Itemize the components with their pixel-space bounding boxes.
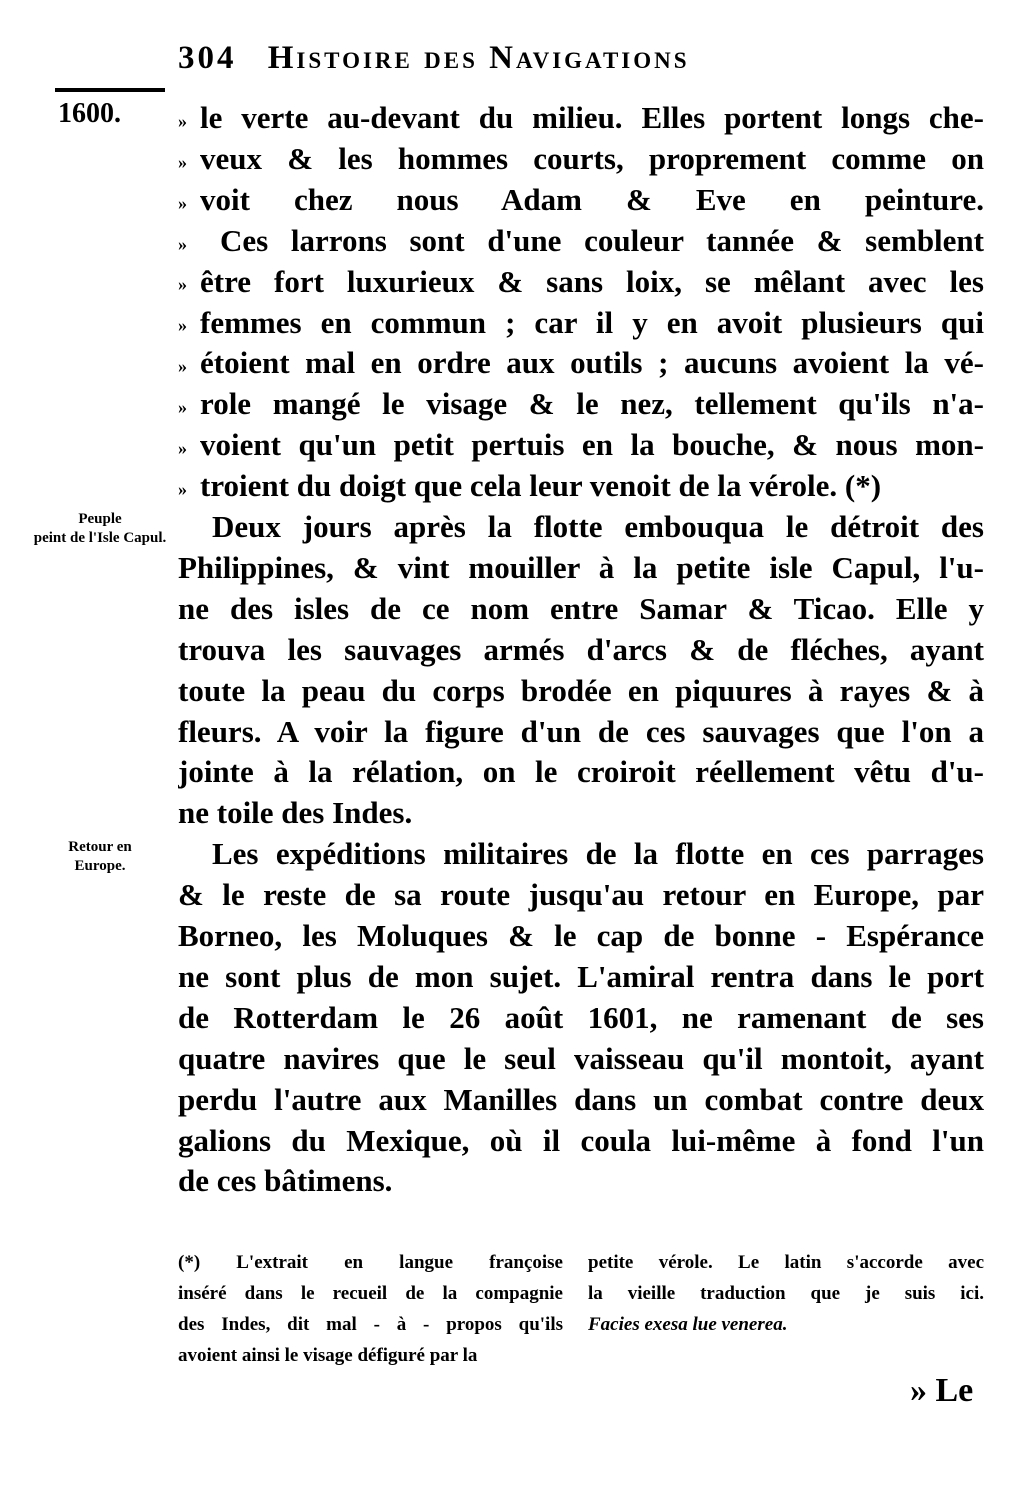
quote-mark: »	[178, 110, 187, 131]
footnote-line: avoient ainsi le visage défiguré par la	[178, 1345, 478, 1366]
line-text: fleurs. A voir la figure d'un de ces sauvages que l'on a	[178, 713, 984, 749]
running-title: Histoire des Navigations	[267, 40, 690, 76]
quote-mark: »	[178, 151, 187, 172]
text-line	[178, 98, 984, 138]
running-header	[178, 40, 878, 90]
text-line	[178, 466, 984, 506]
text-line	[178, 221, 984, 261]
text-line	[178, 1080, 984, 1120]
footnote-line: (*) L'extrait en langue françoise	[178, 1252, 563, 1273]
line-text: toute la peau du corps brodée en piquures à rayes & à	[178, 672, 984, 708]
line-text: voient qu'un petit pertuis en la bouche, & nous mon-	[200, 427, 984, 463]
text-line	[178, 303, 984, 343]
text-line	[178, 1121, 984, 1161]
footnote-line: la vieille traduction que je suis ici.	[588, 1283, 984, 1304]
text-line	[178, 384, 984, 424]
line-text: ne des isles de ce nom entre Samar & Ticao. Elle y	[178, 590, 984, 626]
line-text: role mangé le visage & le nez, tellement qu'ils n'a-	[200, 386, 984, 422]
text-line	[178, 180, 984, 220]
footnote-line: Facies exesa lue venerea.	[588, 1314, 788, 1335]
text-line	[178, 712, 984, 752]
line-text: troient du doigt que cela leur venoit de la vérole. (*)	[200, 468, 882, 504]
quote-mark: »	[178, 397, 187, 418]
text-line	[178, 548, 984, 588]
margin-note-retour: Retour en Europe.	[68, 839, 132, 874]
text-line	[178, 343, 984, 383]
line-text: veux & les hommes courts, proprement comme on	[200, 140, 984, 176]
margin-note-capul: Peuple peint de l'Isle Capul.	[33, 511, 167, 546]
text-line	[178, 139, 984, 179]
line-text: de Rotterdam le 26 août 1601, ne ramenant de ses	[178, 999, 984, 1035]
text-line	[178, 752, 984, 792]
catchword: » Le	[910, 1372, 974, 1409]
line-text: être fort luxurieux & sans loix, se mêlant avec les	[200, 263, 984, 299]
line-text: le verte au-devant du milieu. Elles portent longs che-	[200, 100, 984, 135]
footnote-line: petite vérole. Le latin s'accorde avec	[588, 1252, 984, 1273]
footnote-line: inséré dans le recueil de la compagnie	[178, 1283, 563, 1304]
line-text: ne toile des Indes.	[178, 795, 413, 831]
line-text: femmes en commun ; car il y en avoit plusieurs qui	[200, 304, 984, 340]
text-line	[178, 507, 984, 547]
line-text: Les expéditions militaires de la flotte en ces parrages	[212, 836, 984, 872]
text-line	[178, 834, 984, 874]
footnote-line: des Indes, dit mal - à - propos qu'ils	[178, 1314, 563, 1335]
line-text: ne sont plus de mon sujet. L'amiral rentra dans le port	[178, 958, 984, 994]
text-line	[178, 875, 984, 915]
text-line	[178, 262, 984, 302]
quote-mark: »	[178, 356, 187, 377]
line-text: jointe à la rélation, on le croiroit réellement vêtu d'u-	[178, 754, 984, 790]
quote-mark: »	[178, 315, 187, 336]
text-line	[178, 1161, 984, 1201]
line-text: Ces larrons sont d'une couleur tannée & semblent	[220, 222, 984, 258]
text-line	[178, 957, 984, 997]
text-line	[178, 793, 984, 833]
line-text: trouva les sauvages armés d'arcs & de fléches, ayant	[178, 631, 984, 667]
line-text: galions du Mexique, où il coula lui-même à fond l'un	[178, 1122, 984, 1158]
line-text: Philippines, & vint mouiller à la petite isle Capul, l'u-	[178, 549, 984, 585]
text-line	[178, 998, 984, 1038]
text-line	[178, 589, 984, 629]
text-line	[178, 1039, 984, 1079]
line-text: étoient mal en ordre aux outils ; aucuns avoient la vé-	[200, 345, 984, 381]
margin-year: 1600.	[58, 98, 121, 129]
text-line	[178, 916, 984, 956]
quote-mark: »	[178, 478, 187, 499]
quote-mark: »	[178, 438, 187, 459]
year-rule	[55, 88, 165, 92]
line-text: de ces bâtimens.	[178, 1163, 393, 1199]
text-line	[178, 671, 984, 711]
line-text: perdu l'autre aux Manilles dans un combat contre deux	[178, 1081, 984, 1117]
text-line	[178, 425, 984, 465]
line-text: & le reste de sa route jusqu'au retour en Europe, par	[178, 877, 984, 913]
quote-mark: »	[178, 233, 187, 254]
line-text: Deux jours après la flotte embouqua le détroit des	[212, 509, 984, 544]
line-text: quatre navires que le seul vaisseau qu'il montoit, ayant	[178, 1040, 984, 1076]
quote-mark: »	[178, 274, 187, 295]
quote-mark: »	[178, 192, 187, 213]
text-line	[178, 630, 984, 670]
line-text: voit chez nous Adam & Eve en peinture.	[200, 181, 984, 217]
page-number: 304	[178, 40, 237, 76]
line-text: Borneo, les Moluques & le cap de bonne - Espérance	[178, 918, 984, 953]
